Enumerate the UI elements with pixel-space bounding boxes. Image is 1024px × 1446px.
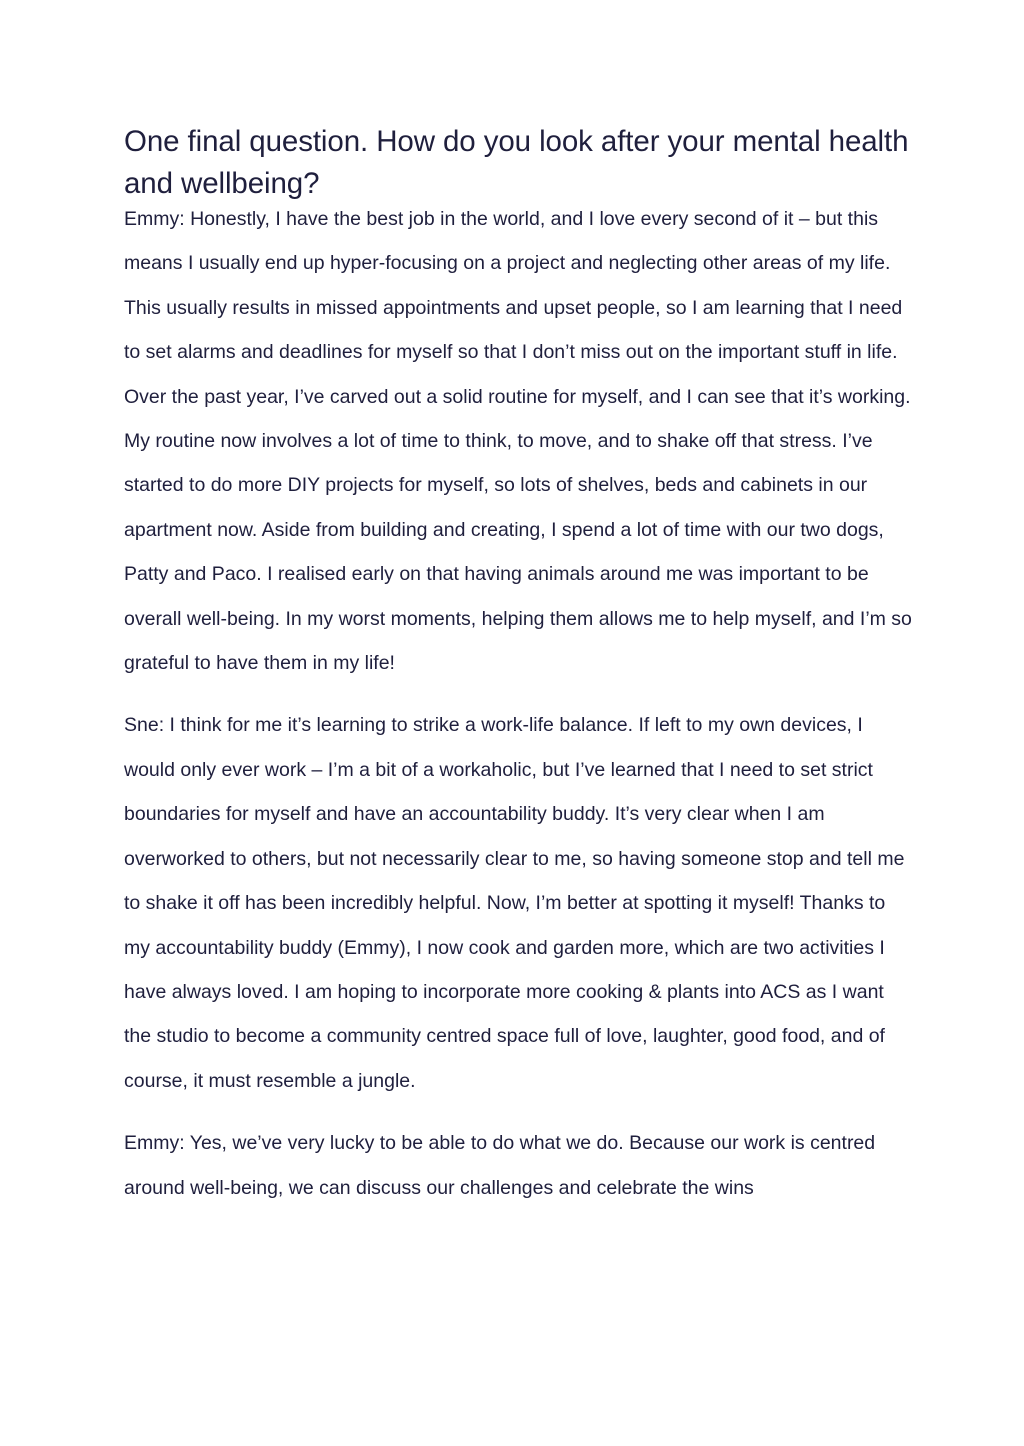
answer-paragraph-sne: Sne: I think for me it’s learning to strike a work-life balance. If left to my own devices, I would only ever work – I’m a bit of a workaholic, but I’ve learned that I need to set strict boundaries for myself and have an accountability buddy. It’s very clear when I am overworked to others, but not necessarily clear to me, so having someone stop and tell me to shake it off has been incredibly helpful. Now, I’m better at spotting it myself! Thanks to my accountability buddy (Emmy), I now cook and garden more, which are two activities I have always loved. I am hoping to incorporate more cooking & plants into ACS as I want the studio to become a community centred space full of love, laughter, good food, and of course, it must resemble a jungle. [124,714,905,1092]
question-heading: One final question. How do you look after your mental health and wellbeing? [124,125,909,200]
document-page [124,121,914,1210]
answer-paragraph-emmy: Emmy: Honestly, I have the best job in the world, and I love every second of it – but this means I usually end up hyper-focusing on a project and neglecting other areas of my life. This usually results in missed appointments and upset people, so I am learning that I need to set alarms and deadlines for myself so that I don’t miss out on the important stuff in life. Over the past year, I’ve carved out a solid routine for myself, and I can see that it’s working. My routine now involves a lot of time to think, to move, and to shake off that stress. I’ve started to do more DIY projects for myself, so lots of shelves, beds and cabinets in our apartment now. Aside from building and creating, I spend a lot of time with our two dogs, Patty and Paco. I realised early on that having animals around me was important to be overall well-being. In my worst moments, helping them allows me to help myself, and I’m so grateful to have them in my life! [124,208,912,675]
answer-paragraph-emmy-followup: Emmy: Yes, we’ve very lucky to be able to do what we do. Because our work is centred around well-being, we can discuss our challenges and celebrate the wins [124,1132,876,1199]
